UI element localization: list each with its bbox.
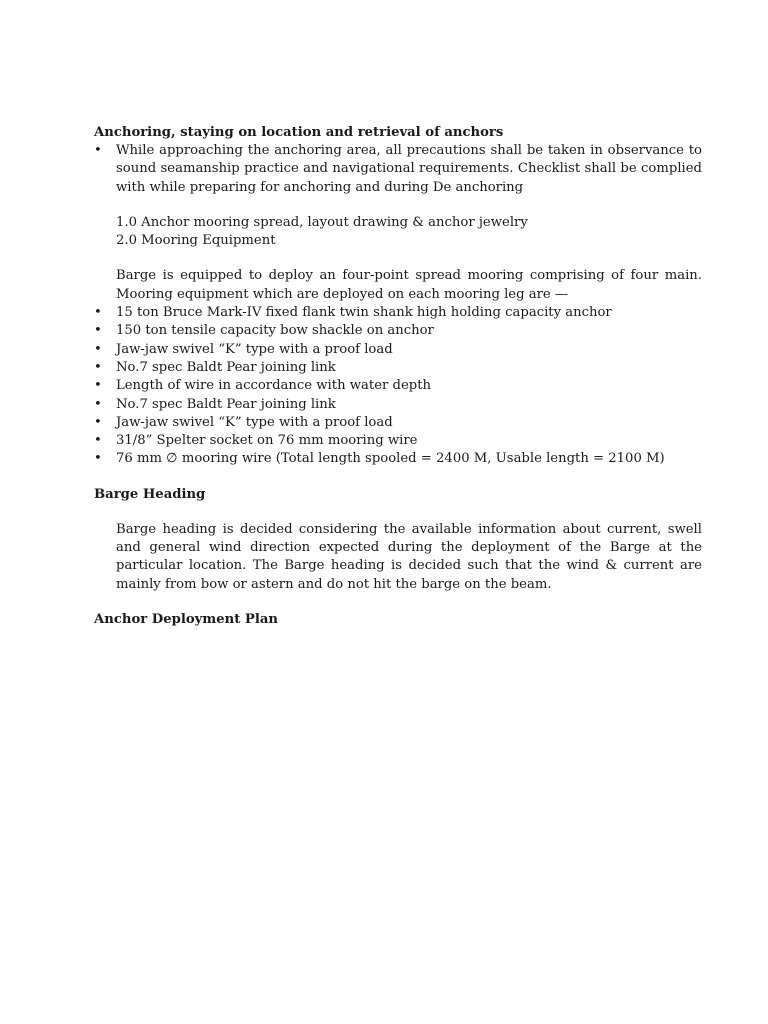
- document-page: [94, 124, 702, 629]
- intro-bullet-list: [94, 142, 702, 197]
- numbered-item-2: 2.0 Mooring Equipment: [116, 233, 276, 249]
- list-item: • Jaw-jaw swivel “K” type with a proof load: [94, 341, 702, 359]
- numbered-item-1: 1.0 Anchor mooring spread, layout drawing & anchor jewelry: [116, 214, 528, 230]
- mooring-equipment-list: [94, 304, 702, 469]
- numbered-list: [116, 214, 702, 251]
- list-item: • 15 ton Bruce Mark-IV fixed flank twin shank high holding capacity anchor: [94, 304, 702, 322]
- barge-equipment-paragraph: Barge is equipped to deploy an four-point spread mooring comprising of four main. Mooring equipment which are deployed on each mooring leg are —: [116, 268, 702, 302]
- list-item: • Jaw-jaw swivel “K” type with a proof load: [94, 414, 702, 432]
- section-heading-anchor-deployment-plan: Anchor Deployment Plan: [94, 611, 278, 627]
- list-item: • 150 ton tensile capacity bow shackle on anchor: [94, 322, 702, 340]
- list-item: • No.7 spec Baldt Pear joining link: [94, 359, 702, 377]
- section-heading-barge-heading: Barge Heading: [94, 486, 206, 502]
- list-item: • Length of wire in accordance with water depth: [94, 377, 702, 395]
- list-item: • No.7 spec Baldt Pear joining link: [94, 396, 702, 414]
- list-item: • 31/8” Spelter socket on 76 mm mooring wire: [94, 432, 702, 450]
- intro-bullet-text: • While approaching the anchoring area, all precautions shall be taken in observance to sound seamanship practice and navigational requirements. Checklist shall be complied with while preparing for anchoring and during De anchoring: [116, 143, 702, 195]
- list-item: [94, 142, 702, 197]
- section-heading-anchoring: Anchoring, staying on location and retrieval of anchors: [94, 125, 504, 140]
- list-item: • 76 mm ∅ mooring wire (Total length spooled = 2400 M, Usable length = 2100 M): [94, 450, 702, 468]
- barge-heading-paragraph: Barge heading is decided considering the available information about current, swell and general wind direction expected during the deployment of the Barge at the particular location. The Barge heading is decided such that the wind & current are mainly from bow or astern and do not hit the barge on the beam.: [116, 521, 702, 592]
